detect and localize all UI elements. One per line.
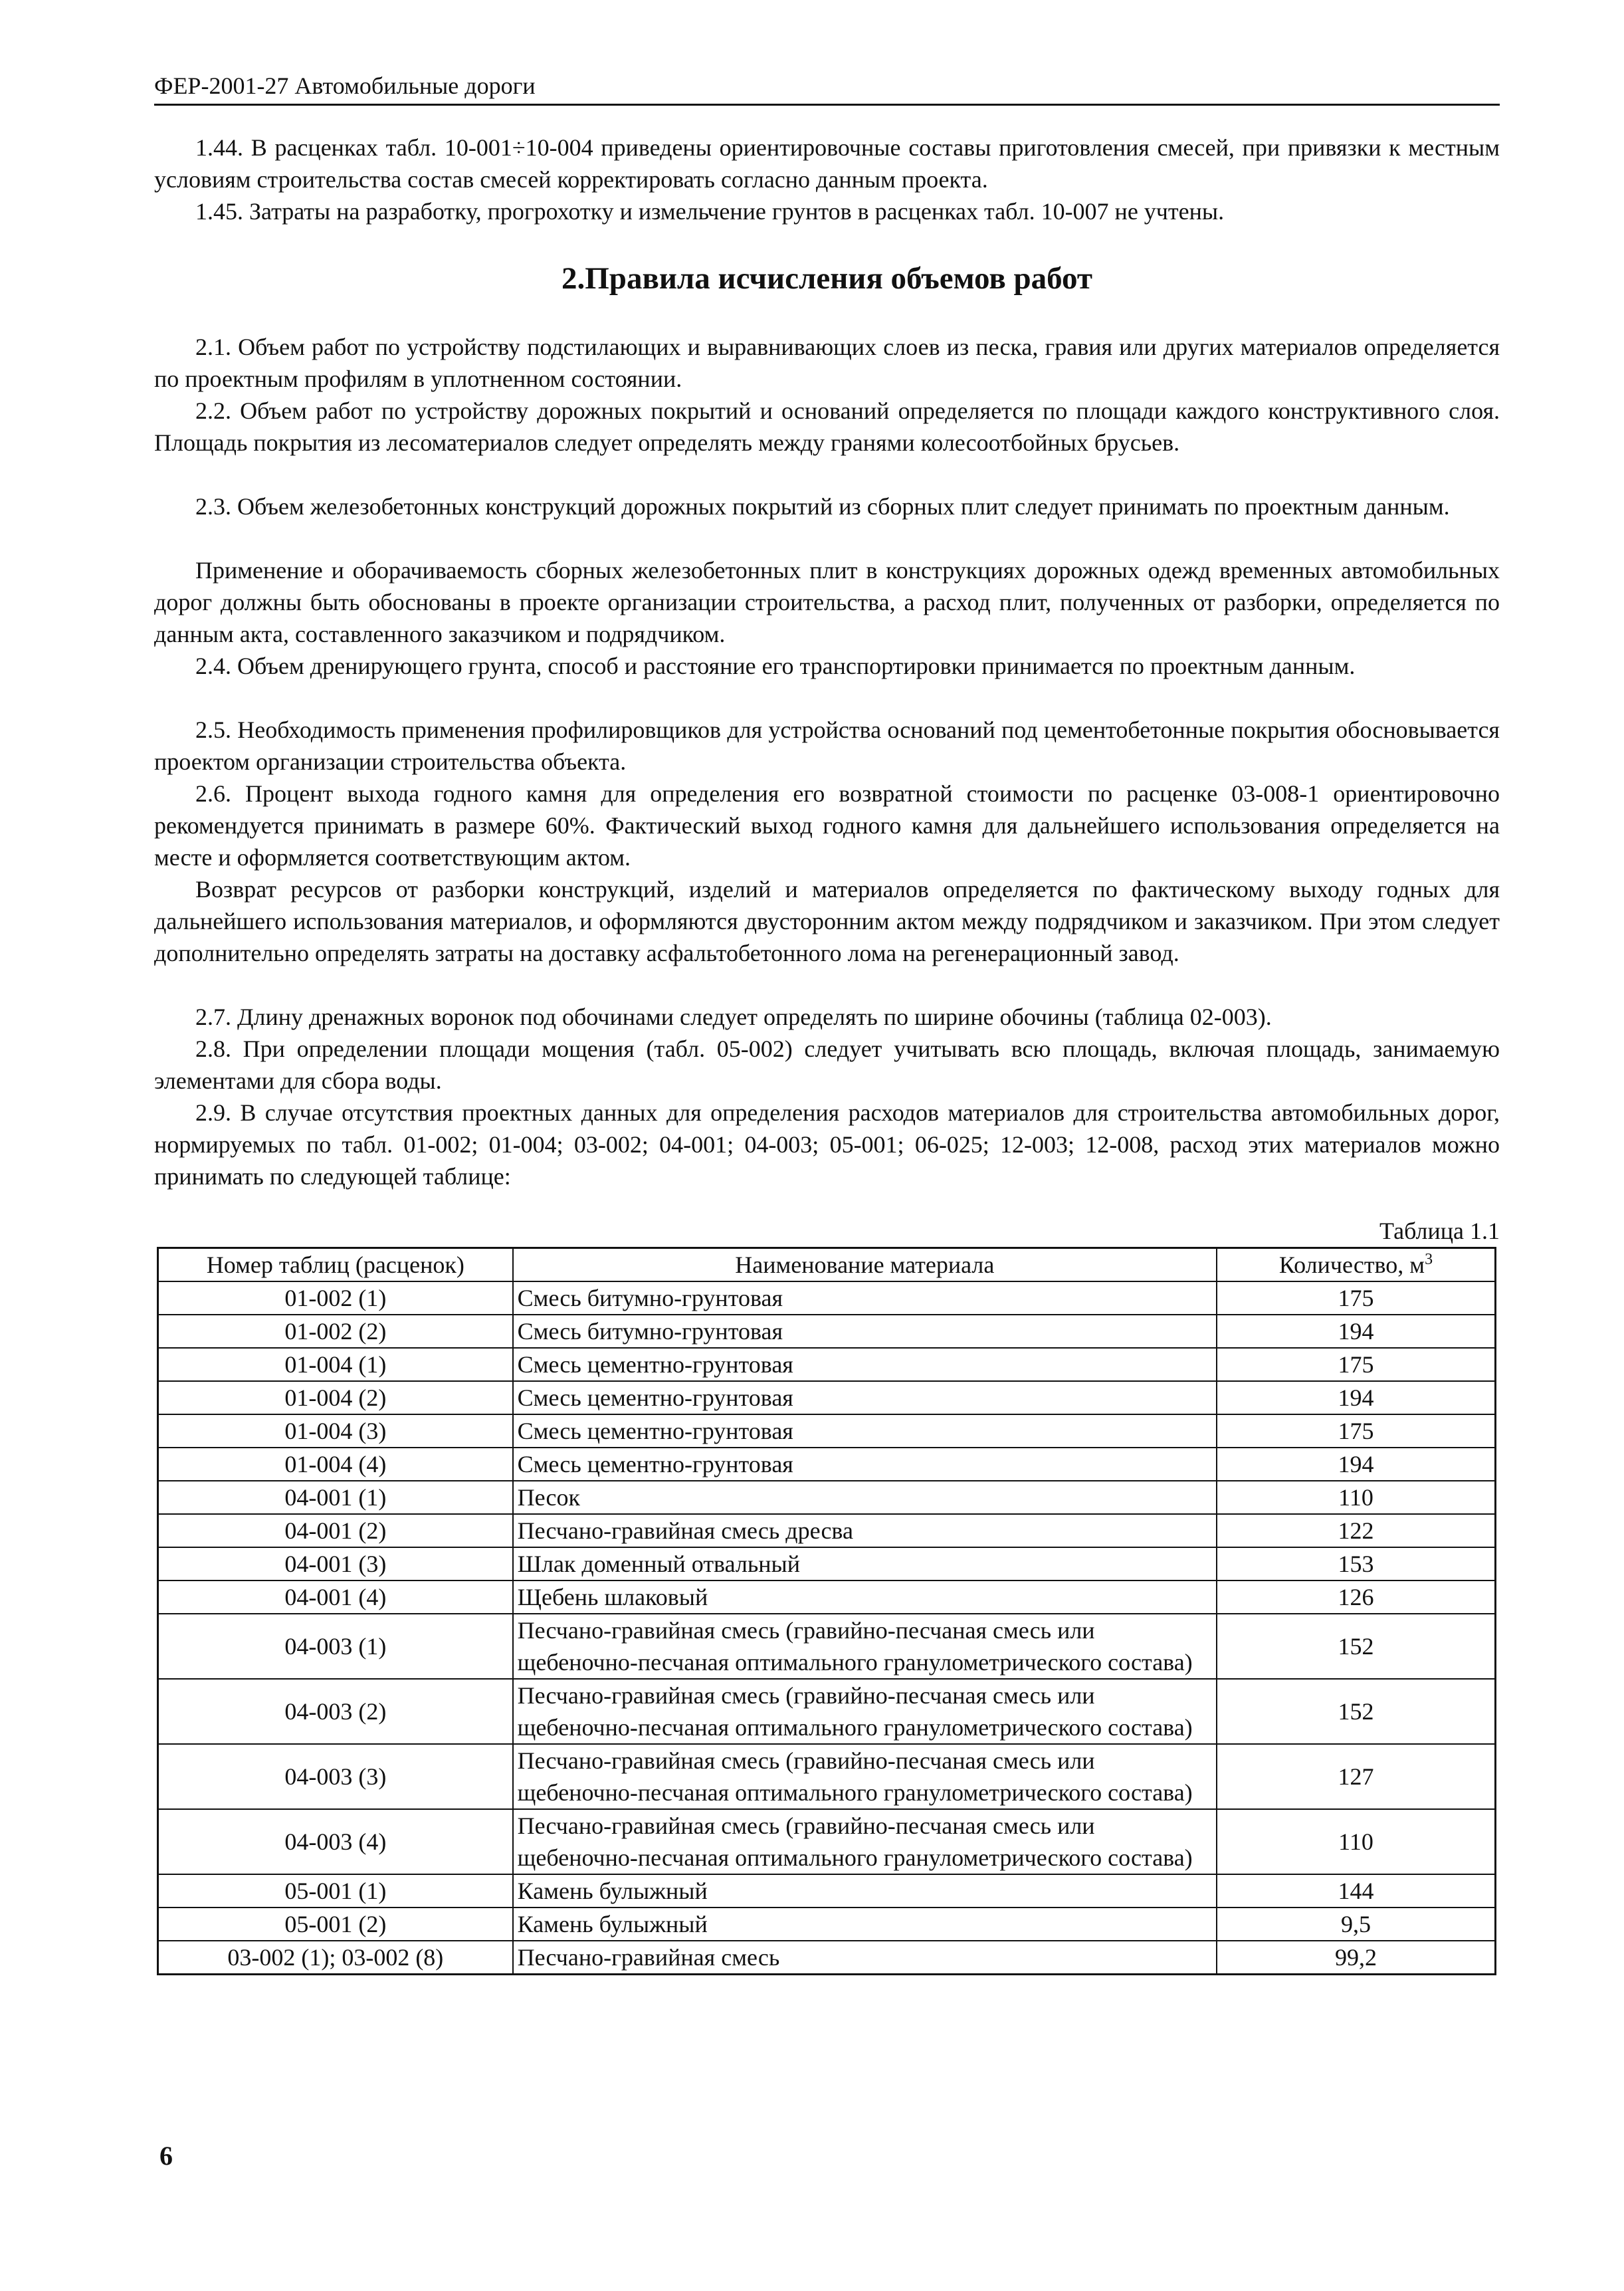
cell-material-name: Песчано-гравийная смесь (гравийно-песчаная смесь или щебеночно-песчаная оптимального гранулометрического состава) — [513, 1614, 1217, 1679]
cell-quantity: 144 — [1217, 1874, 1496, 1908]
cell-table-number: 01-002 (2) — [158, 1315, 513, 1348]
rule-paragraph-2-2: 2.2. Объем работ по устройству дорожных покрытий и оснований определяется по площади каждого конструктивного слоя. Площадь покрытия из лесоматериалов следует определять между гранями колесоотбойных брусьев. — [154, 397, 1500, 456]
table-row — [158, 1547, 1496, 1581]
header-table-number: Номер таблиц (расценок) — [158, 1248, 513, 1282]
header-quantity — [1217, 1248, 1496, 1282]
table-row — [158, 1908, 1496, 1941]
cell-material-name: Камень булыжный — [513, 1908, 1217, 1941]
cell-material-name: Смесь битумно-грунтовая — [513, 1315, 1217, 1348]
table-row — [158, 1381, 1496, 1414]
cell-table-number: 04-001 (4) — [158, 1581, 513, 1614]
rule-paragraph-2-4: 2.4. Объем дренирующего грунта, способ и расстояние его транспортировки принимается по проектным данным. — [195, 653, 1356, 679]
materials-table — [157, 1247, 1496, 1975]
rule-paragraph-2-7: 2.7. Длину дренажных воронок под обочинами следует определять по ширине обочины (таблица 02-003). — [195, 1004, 1272, 1030]
table-row — [158, 1315, 1496, 1348]
cell-table-number: 01-002 (1) — [158, 1281, 513, 1315]
table-header-row — [158, 1248, 1496, 1282]
table-row — [158, 1448, 1496, 1481]
cell-material-name: Песчано-гравийная смесь дресва — [513, 1514, 1217, 1547]
cell-table-number: 04-003 (3) — [158, 1744, 513, 1809]
cell-quantity: 110 — [1217, 1481, 1496, 1514]
cell-table-number: 05-001 (1) — [158, 1874, 513, 1908]
cell-table-number: 01-004 (4) — [158, 1448, 513, 1481]
cell-material-name: Смесь битумно-грунтовая — [513, 1281, 1217, 1315]
cell-material-name: Песчано-гравийная смесь (гравийно-песчаная смесь или щебеночно-песчаная оптимального гранулометрического состава) — [513, 1809, 1217, 1874]
cell-table-number: 03-002 (1); 03-002 (8) — [158, 1941, 513, 1975]
cell-table-number: 04-003 (1) — [158, 1614, 513, 1679]
cell-table-number: 04-001 (1) — [158, 1481, 513, 1514]
page-number: 6 — [159, 2141, 173, 2171]
table-row — [158, 1581, 1496, 1614]
cell-table-number: 04-001 (3) — [158, 1547, 513, 1581]
cell-material-name: Щебень шлаковый — [513, 1581, 1217, 1614]
table-caption: Таблица 1.1 — [1379, 1218, 1500, 1244]
cell-material-name: Шлак доменный отвальный — [513, 1547, 1217, 1581]
cell-quantity: 99,2 — [1217, 1941, 1496, 1975]
table-row — [158, 1281, 1496, 1315]
cell-quantity: 9,5 — [1217, 1908, 1496, 1941]
intro-paragraph-1-44: 1.44. В расценках табл. 10-001÷10-004 приведены ориентировочные составы приготовления смесей, при привязки к местным условиям строительства состав смесей корректировать согласно данным проекта. — [154, 134, 1500, 193]
cell-quantity: 122 — [1217, 1514, 1496, 1547]
cell-material-name: Смесь цементно-грунтовая — [513, 1348, 1217, 1381]
table-row — [158, 1744, 1496, 1809]
cell-table-number: 05-001 (2) — [158, 1908, 513, 1941]
cell-material-name: Песчано-гравийная смесь — [513, 1941, 1217, 1975]
cell-table-number: 04-003 (2) — [158, 1679, 513, 1744]
table-row — [158, 1679, 1496, 1744]
rule-paragraph-2-9: 2.9. В случае отсутствия проектных данных для определения расходов материалов для строительства автомобильных дорог, нормируемых по табл. 01-002; 01-004; 03-002; 04-001; 04-003; 05-001; 06-025; 12-003; 12-008, расход этих материалов можно принимать по следующей таблице: — [154, 1099, 1500, 1190]
rule-paragraph-2-3: 2.3. Объем железобетонных конструкций дорожных покрытий из сборных плит следует принимать по проектным данным. — [195, 493, 1450, 520]
rule-paragraph-2-3-note: Применение и оборачиваемость сборных железобетонных плит в конструкциях дорожных одежд временных автомобильных дорог должны быть обоснованы в проекте организации строительства, а расход плит, полученных от разборки, определяется по данным акта, составленного заказчиком и подрядчиком. — [154, 557, 1500, 647]
page-header: ФЕР-2001-27 Автомобильные дороги — [154, 69, 1500, 106]
cell-material-name: Песчано-гравийная смесь (гравийно-песчаная смесь или щебеночно-песчаная оптимального гранулометрического состава) — [513, 1679, 1217, 1744]
intro-paragraph-1-45: 1.45. Затраты на разработку, прогрохотку и измельчение грунтов в расценках табл. 10-007 не учтены. — [195, 198, 1225, 225]
table-row — [158, 1614, 1496, 1679]
rule-paragraph-2-5: 2.5. Необходимость применения профилировщиков для устройства оснований под цементобетонные покрытия обосновывается проектом организации строительства объекта. — [154, 716, 1500, 775]
table-row — [158, 1809, 1496, 1874]
cell-table-number: 01-004 (2) — [158, 1381, 513, 1414]
table-row — [158, 1941, 1496, 1975]
rule-paragraph-2-6-note: Возврат ресурсов от разборки конструкций, изделий и материалов определяется по фактическому выходу годных для дальнейшего использования материалов, и оформляются двусторонним актом между подрядчиком и заказчиком. При этом следует дополнительно определять затраты на доставку асфальтобетонного лома на регенерационный завод. — [154, 876, 1500, 966]
cell-table-number: 01-004 (1) — [158, 1348, 513, 1381]
rule-paragraph-2-6: 2.6. Процент выхода годного камня для определения его возвратной стоимости по расценке 03-008-1 ориентировочно рекомендуется принимать в размере 60%. Фактический выход годного камня для дальнейшего использования определяется на месте и оформляется соответствующим актом. — [154, 780, 1500, 871]
cell-quantity: 127 — [1217, 1744, 1496, 1809]
table-row — [158, 1874, 1496, 1908]
cell-material-name: Смесь цементно-грунтовая — [513, 1381, 1217, 1414]
rule-paragraph-2-1: 2.1. Объем работ по устройству подстилающих и выравнивающих слоев из песка, гравия или других материалов определяется по проектным профилям в уплотненном состоянии. — [154, 334, 1500, 392]
header-quantity-label: Количество, м — [1278, 1252, 1425, 1278]
cell-material-name: Песчано-гравийная смесь (гравийно-песчаная смесь или щебеночно-песчаная оптимального гранулометрического состава) — [513, 1744, 1217, 1809]
cell-quantity: 175 — [1217, 1414, 1496, 1448]
table-row — [158, 1514, 1496, 1547]
cell-quantity: 194 — [1217, 1315, 1496, 1348]
cell-quantity: 175 — [1217, 1348, 1496, 1381]
cell-material-name: Песок — [513, 1481, 1217, 1514]
cell-table-number: 04-001 (2) — [158, 1514, 513, 1547]
cell-quantity: 110 — [1217, 1809, 1496, 1874]
cell-quantity: 194 — [1217, 1448, 1496, 1481]
cell-quantity: 153 — [1217, 1547, 1496, 1581]
cell-quantity: 194 — [1217, 1381, 1496, 1414]
table-row — [158, 1348, 1496, 1381]
cell-quantity: 175 — [1217, 1281, 1496, 1315]
table-row — [158, 1481, 1496, 1514]
header-quantity-unit: 3 — [1425, 1251, 1433, 1268]
cell-table-number: 01-004 (3) — [158, 1414, 513, 1448]
rule-paragraph-2-8: 2.8. При определении площади мощения (табл. 05-002) следует учитывать всю площадь, включая площадь, занимаемую элементами для сбора воды. — [154, 1036, 1500, 1094]
cell-table-number: 04-003 (4) — [158, 1809, 513, 1874]
table-row — [158, 1414, 1496, 1448]
cell-quantity: 152 — [1217, 1614, 1496, 1679]
cell-quantity: 126 — [1217, 1581, 1496, 1614]
cell-material-name: Смесь цементно-грунтовая — [513, 1414, 1217, 1448]
header-material-name: Наименование материала — [513, 1248, 1217, 1282]
section-title: 2.Правила исчисления объемов работ — [561, 261, 1092, 296]
cell-quantity: 152 — [1217, 1679, 1496, 1744]
cell-material-name: Камень булыжный — [513, 1874, 1217, 1908]
cell-material-name: Смесь цементно-грунтовая — [513, 1448, 1217, 1481]
